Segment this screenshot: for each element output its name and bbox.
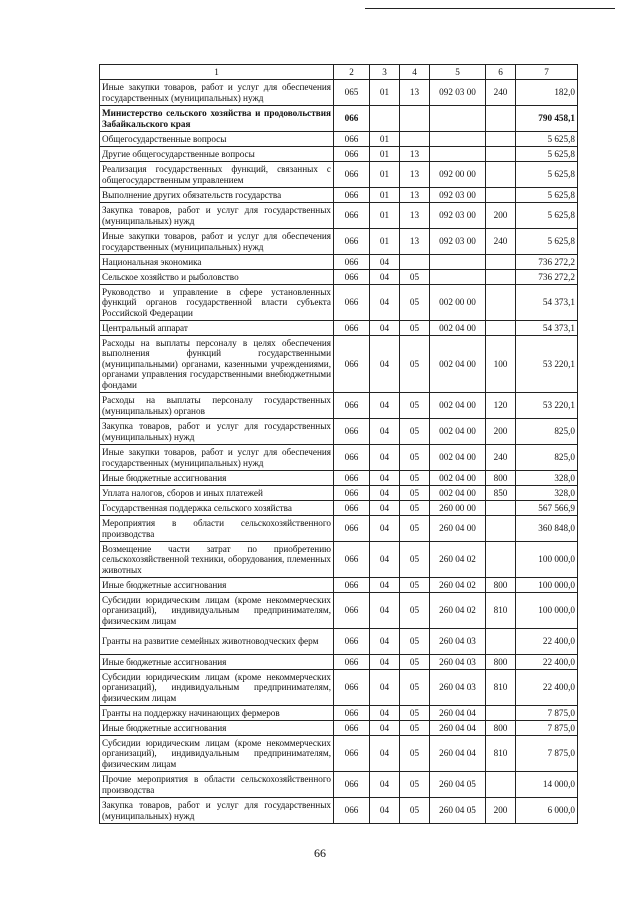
- row-section-code: 04: [370, 593, 400, 629]
- row-amount: 7 875,0: [516, 736, 578, 772]
- table-row: [100, 593, 578, 629]
- row-subsection-code: [400, 255, 430, 270]
- table-row: [100, 321, 578, 336]
- row-subsection-code: 05: [400, 629, 430, 655]
- row-expense-type-code: [486, 516, 516, 542]
- row-expense-type-code: 800: [486, 655, 516, 670]
- row-subsection-code: 13: [400, 147, 430, 162]
- row-name: Субсидии юридическим лицам (кроме некоммерческих организаций), индивидуальным предпринимателям, физическим лицам: [100, 736, 334, 772]
- row-target-code: 260 04 04: [430, 706, 486, 721]
- row-amount: 53 220,1: [516, 336, 578, 393]
- row-ministry-code: 066: [334, 162, 370, 188]
- table-row: [100, 162, 578, 188]
- table-row: [100, 772, 578, 798]
- row-ministry-code: 066: [334, 270, 370, 285]
- row-expense-type-code: [486, 162, 516, 188]
- row-target-code: 260 04 04: [430, 736, 486, 772]
- table-row: [100, 106, 578, 132]
- row-subsection-code: 05: [400, 578, 430, 593]
- row-ministry-code: 066: [334, 203, 370, 229]
- table-row: [100, 445, 578, 471]
- row-subsection-code: 05: [400, 772, 430, 798]
- row-amount: 22 400,0: [516, 670, 578, 706]
- row-name: Другие общегосударственные вопросы: [100, 147, 334, 162]
- row-section-code: 04: [370, 578, 400, 593]
- row-target-code: 260 04 03: [430, 670, 486, 706]
- row-subsection-code: 13: [400, 188, 430, 203]
- row-name: Уплата налогов, сборов и иных платежей: [100, 486, 334, 501]
- row-ministry-code: 066: [334, 772, 370, 798]
- table-row: [100, 270, 578, 285]
- row-name: Иные бюджетные ассигнования: [100, 471, 334, 486]
- row-subsection-code: 05: [400, 593, 430, 629]
- row-target-code: 260 00 00: [430, 501, 486, 516]
- row-expense-type-code: [486, 321, 516, 336]
- row-name: Иные бюджетные ассигнования: [100, 721, 334, 736]
- row-section-code: 04: [370, 655, 400, 670]
- row-expense-type-code: [486, 106, 516, 132]
- row-subsection-code: 05: [400, 336, 430, 393]
- row-name: Руководство и управление в сфере установленных функций органов государственной власти субъекта Российской Федерации: [100, 285, 334, 321]
- row-target-code: 260 04 02: [430, 578, 486, 593]
- row-ministry-code: 066: [334, 655, 370, 670]
- row-section-code: 04: [370, 255, 400, 270]
- row-ministry-code: 066: [334, 132, 370, 147]
- row-amount: 182,0: [516, 80, 578, 106]
- row-name: Иные закупки товаров, работ и услуг для обеспечения государственных (муниципальных) нужд: [100, 229, 334, 255]
- table-row: [100, 578, 578, 593]
- row-amount: 736 272,2: [516, 270, 578, 285]
- row-name: Гранты на поддержку начинающих фермеров: [100, 706, 334, 721]
- table-row: [100, 706, 578, 721]
- row-name: Расходы на выплаты персоналу государственных (муниципальных) органов: [100, 393, 334, 419]
- table-row: [100, 629, 578, 655]
- row-name: Субсидии юридическим лицам (кроме некоммерческих организаций), индивидуальным предпринимателям, физическим лицам: [100, 670, 334, 706]
- row-section-code: 04: [370, 285, 400, 321]
- row-amount: 5 625,8: [516, 229, 578, 255]
- row-subsection-code: 13: [400, 203, 430, 229]
- row-name: Общегосударственные вопросы: [100, 132, 334, 147]
- row-expense-type-code: [486, 772, 516, 798]
- row-subsection-code: 05: [400, 471, 430, 486]
- row-target-code: [430, 147, 486, 162]
- row-target-code: 260 04 04: [430, 721, 486, 736]
- row-ministry-code: 066: [334, 188, 370, 203]
- row-expense-type-code: 120: [486, 393, 516, 419]
- row-target-code: 092 03 00: [430, 80, 486, 106]
- row-target-code: 260 04 00: [430, 516, 486, 542]
- row-expense-type-code: [486, 542, 516, 578]
- table-row: [100, 229, 578, 255]
- row-ministry-code: 066: [334, 670, 370, 706]
- row-subsection-code: 13: [400, 162, 430, 188]
- row-amount: 736 272,2: [516, 255, 578, 270]
- row-subsection-code: [400, 106, 430, 132]
- table-row: [100, 188, 578, 203]
- row-section-code: 04: [370, 393, 400, 419]
- table-row: [100, 285, 578, 321]
- row-section-code: 04: [370, 471, 400, 486]
- row-target-code: 092 03 00: [430, 203, 486, 229]
- row-name: Реализация государственных функций, связанных с общегосударственным управлением: [100, 162, 334, 188]
- table-row: [100, 203, 578, 229]
- table-row: [100, 393, 578, 419]
- row-expense-type-code: [486, 501, 516, 516]
- row-expense-type-code: [486, 629, 516, 655]
- row-name: Гранты на развитие семейных животноводческих ферм: [100, 629, 334, 655]
- row-name: Закупка товаров, работ и услуг для государственных (муниципальных) нужд: [100, 203, 334, 229]
- row-name: Центральный аппарат: [100, 321, 334, 336]
- row-section-code: 04: [370, 321, 400, 336]
- row-expense-type-code: 800: [486, 721, 516, 736]
- table-row: [100, 542, 578, 578]
- row-ministry-code: 066: [334, 629, 370, 655]
- row-ministry-code: 066: [334, 706, 370, 721]
- row-amount: 567 566,9: [516, 501, 578, 516]
- header-col-7: 7: [516, 65, 578, 80]
- row-expense-type-code: 800: [486, 471, 516, 486]
- row-amount: 825,0: [516, 445, 578, 471]
- row-target-code: 260 04 05: [430, 798, 486, 824]
- top-rule: [365, 8, 615, 9]
- row-target-code: 002 04 00: [430, 471, 486, 486]
- header-col-2: 2: [334, 65, 370, 80]
- row-amount: 100 000,0: [516, 578, 578, 593]
- budget-table: [99, 64, 578, 824]
- row-ministry-code: 066: [334, 321, 370, 336]
- row-expense-type-code: [486, 706, 516, 721]
- row-target-code: 002 04 00: [430, 336, 486, 393]
- row-target-code: 002 04 00: [430, 445, 486, 471]
- table-row: [100, 419, 578, 445]
- row-amount: 14 000,0: [516, 772, 578, 798]
- row-expense-type-code: [486, 285, 516, 321]
- row-subsection-code: 05: [400, 655, 430, 670]
- row-amount: 5 625,8: [516, 203, 578, 229]
- row-ministry-code: 065: [334, 80, 370, 106]
- row-ministry-code: 066: [334, 516, 370, 542]
- table-row: [100, 132, 578, 147]
- table-row: [100, 736, 578, 772]
- table-row: [100, 336, 578, 393]
- table-row: [100, 798, 578, 824]
- row-expense-type-code: [486, 132, 516, 147]
- row-target-code: 002 04 00: [430, 393, 486, 419]
- row-subsection-code: 05: [400, 670, 430, 706]
- row-expense-type-code: 810: [486, 593, 516, 629]
- row-amount: 328,0: [516, 486, 578, 501]
- row-ministry-code: 066: [334, 542, 370, 578]
- table-row: [100, 255, 578, 270]
- row-target-code: 002 04 00: [430, 321, 486, 336]
- row-section-code: 01: [370, 80, 400, 106]
- row-amount: 825,0: [516, 419, 578, 445]
- row-target-code: 002 04 00: [430, 419, 486, 445]
- row-name: Министерство сельского хозяйства и продовольствия Забайкальского края: [100, 106, 334, 132]
- row-target-code: [430, 106, 486, 132]
- row-ministry-code: 066: [334, 471, 370, 486]
- row-section-code: 01: [370, 147, 400, 162]
- row-ministry-code: 066: [334, 336, 370, 393]
- row-expense-type-code: 240: [486, 80, 516, 106]
- table-row: [100, 721, 578, 736]
- row-target-code: [430, 132, 486, 147]
- row-expense-type-code: 850: [486, 486, 516, 501]
- row-name: Иные закупки товаров, работ и услуг для обеспечения государственных (муниципальных) нужд: [100, 80, 334, 106]
- row-target-code: 260 04 02: [430, 593, 486, 629]
- row-amount: 5 625,8: [516, 132, 578, 147]
- row-name: Расходы на выплаты персоналу в целях обеспечения выполнения функций государственными (муниципальными) органами, казенными учреждениями, органами управления государственными внебюджетными фондами: [100, 336, 334, 393]
- row-section-code: [370, 106, 400, 132]
- row-expense-type-code: [486, 255, 516, 270]
- row-target-code: 260 04 02: [430, 542, 486, 578]
- row-section-code: 04: [370, 445, 400, 471]
- row-name: Субсидии юридическим лицам (кроме некоммерческих организаций), индивидуальным предпринимателям, физическим лицам: [100, 593, 334, 629]
- row-subsection-code: 05: [400, 501, 430, 516]
- row-amount: 54 373,1: [516, 321, 578, 336]
- row-target-code: [430, 270, 486, 285]
- row-amount: 5 625,8: [516, 162, 578, 188]
- row-amount: 22 400,0: [516, 629, 578, 655]
- row-section-code: 04: [370, 336, 400, 393]
- table-row: [100, 80, 578, 106]
- row-amount: 5 625,8: [516, 188, 578, 203]
- row-expense-type-code: 200: [486, 419, 516, 445]
- row-subsection-code: 05: [400, 721, 430, 736]
- header-col-3: 3: [370, 65, 400, 80]
- row-target-code: 260 04 03: [430, 655, 486, 670]
- row-target-code: 260 04 05: [430, 772, 486, 798]
- row-amount: 790 458,1: [516, 106, 578, 132]
- row-section-code: 01: [370, 203, 400, 229]
- row-section-code: 04: [370, 670, 400, 706]
- row-section-code: 04: [370, 501, 400, 516]
- row-ministry-code: 066: [334, 393, 370, 419]
- row-subsection-code: [400, 132, 430, 147]
- row-amount: 5 625,8: [516, 147, 578, 162]
- row-section-code: 04: [370, 721, 400, 736]
- row-target-code: 092 03 00: [430, 229, 486, 255]
- row-expense-type-code: [486, 188, 516, 203]
- header-col-1: 1: [100, 65, 334, 80]
- row-section-code: 04: [370, 629, 400, 655]
- table-row: [100, 501, 578, 516]
- row-ministry-code: 066: [334, 285, 370, 321]
- row-ministry-code: 066: [334, 147, 370, 162]
- row-ministry-code: 066: [334, 798, 370, 824]
- header-col-4: 4: [400, 65, 430, 80]
- row-target-code: [430, 255, 486, 270]
- row-subsection-code: 05: [400, 706, 430, 721]
- row-amount: 54 373,1: [516, 285, 578, 321]
- row-ministry-code: 066: [334, 419, 370, 445]
- row-amount: 100 000,0: [516, 593, 578, 629]
- row-subsection-code: 05: [400, 445, 430, 471]
- row-section-code: 01: [370, 188, 400, 203]
- table-row: [100, 471, 578, 486]
- row-expense-type-code: 240: [486, 229, 516, 255]
- row-subsection-code: 05: [400, 285, 430, 321]
- row-name: Закупка товаров, работ и услуг для государственных (муниципальных) нужд: [100, 798, 334, 824]
- row-section-code: 04: [370, 419, 400, 445]
- row-target-code: 002 00 00: [430, 285, 486, 321]
- page-number: 66: [314, 846, 326, 860]
- row-ministry-code: 066: [334, 445, 370, 471]
- row-ministry-code: 066: [334, 486, 370, 501]
- row-amount: 328,0: [516, 471, 578, 486]
- row-target-code: 092 00 00: [430, 162, 486, 188]
- table-row: [100, 670, 578, 706]
- row-amount: 360 848,0: [516, 516, 578, 542]
- row-section-code: 04: [370, 706, 400, 721]
- row-target-code: 092 03 00: [430, 188, 486, 203]
- row-subsection-code: 05: [400, 270, 430, 285]
- table-row: [100, 486, 578, 501]
- row-subsection-code: 05: [400, 419, 430, 445]
- row-ministry-code: 066: [334, 255, 370, 270]
- row-amount: 53 220,1: [516, 393, 578, 419]
- row-section-code: 04: [370, 772, 400, 798]
- row-name: Прочие мероприятия в области сельскохозяйственного производства: [100, 772, 334, 798]
- row-subsection-code: 05: [400, 393, 430, 419]
- row-name: Закупка товаров, работ и услуг для государственных (муниципальных) нужд: [100, 419, 334, 445]
- row-subsection-code: 05: [400, 798, 430, 824]
- row-subsection-code: 05: [400, 542, 430, 578]
- row-subsection-code: 13: [400, 80, 430, 106]
- row-section-code: 01: [370, 229, 400, 255]
- row-name: Иные бюджетные ассигнования: [100, 578, 334, 593]
- row-expense-type-code: 240: [486, 445, 516, 471]
- row-name: Возмещение части затрат по приобретению сельскохозяйственной техники, оборудования, племенных животных: [100, 542, 334, 578]
- row-name: Иные бюджетные ассигнования: [100, 655, 334, 670]
- table-row: [100, 147, 578, 162]
- row-expense-type-code: 100: [486, 336, 516, 393]
- row-section-code: 04: [370, 486, 400, 501]
- row-name: Мероприятия в области сельскохозяйственного производства: [100, 516, 334, 542]
- row-subsection-code: 13: [400, 229, 430, 255]
- table-row: [100, 655, 578, 670]
- row-name: Сельское хозяйство и рыболовство: [100, 270, 334, 285]
- row-ministry-code: 066: [334, 736, 370, 772]
- row-subsection-code: 05: [400, 516, 430, 542]
- row-ministry-code: 066: [334, 721, 370, 736]
- row-amount: 7 875,0: [516, 706, 578, 721]
- row-expense-type-code: [486, 270, 516, 285]
- row-subsection-code: 05: [400, 321, 430, 336]
- row-amount: 100 000,0: [516, 542, 578, 578]
- row-name: Национальная экономика: [100, 255, 334, 270]
- row-amount: 7 875,0: [516, 721, 578, 736]
- row-ministry-code: 066: [334, 593, 370, 629]
- row-amount: 22 400,0: [516, 655, 578, 670]
- table-body: [100, 80, 578, 824]
- row-subsection-code: 05: [400, 736, 430, 772]
- row-expense-type-code: 810: [486, 736, 516, 772]
- row-section-code: 04: [370, 270, 400, 285]
- row-ministry-code: 066: [334, 106, 370, 132]
- row-expense-type-code: 200: [486, 798, 516, 824]
- row-section-code: 04: [370, 516, 400, 542]
- row-expense-type-code: [486, 147, 516, 162]
- header-col-5: 5: [430, 65, 486, 80]
- row-amount: 6 000,0: [516, 798, 578, 824]
- row-ministry-code: 066: [334, 229, 370, 255]
- row-section-code: 04: [370, 736, 400, 772]
- row-subsection-code: 05: [400, 486, 430, 501]
- row-expense-type-code: 810: [486, 670, 516, 706]
- row-expense-type-code: 200: [486, 203, 516, 229]
- table-row: [100, 516, 578, 542]
- row-name: Выполнение других обязательств государства: [100, 188, 334, 203]
- row-section-code: 01: [370, 162, 400, 188]
- row-name: Иные закупки товаров, работ и услуг для обеспечения государственных (муниципальных) нужд: [100, 445, 334, 471]
- row-section-code: 04: [370, 798, 400, 824]
- header-row: [100, 65, 578, 80]
- row-section-code: 04: [370, 542, 400, 578]
- row-ministry-code: 066: [334, 578, 370, 593]
- row-section-code: 01: [370, 132, 400, 147]
- row-name: Государственная поддержка сельского хозяйства: [100, 501, 334, 516]
- row-ministry-code: 066: [334, 501, 370, 516]
- row-target-code: 260 04 03: [430, 629, 486, 655]
- row-expense-type-code: 800: [486, 578, 516, 593]
- header-col-6: 6: [486, 65, 516, 80]
- row-target-code: 002 04 00: [430, 486, 486, 501]
